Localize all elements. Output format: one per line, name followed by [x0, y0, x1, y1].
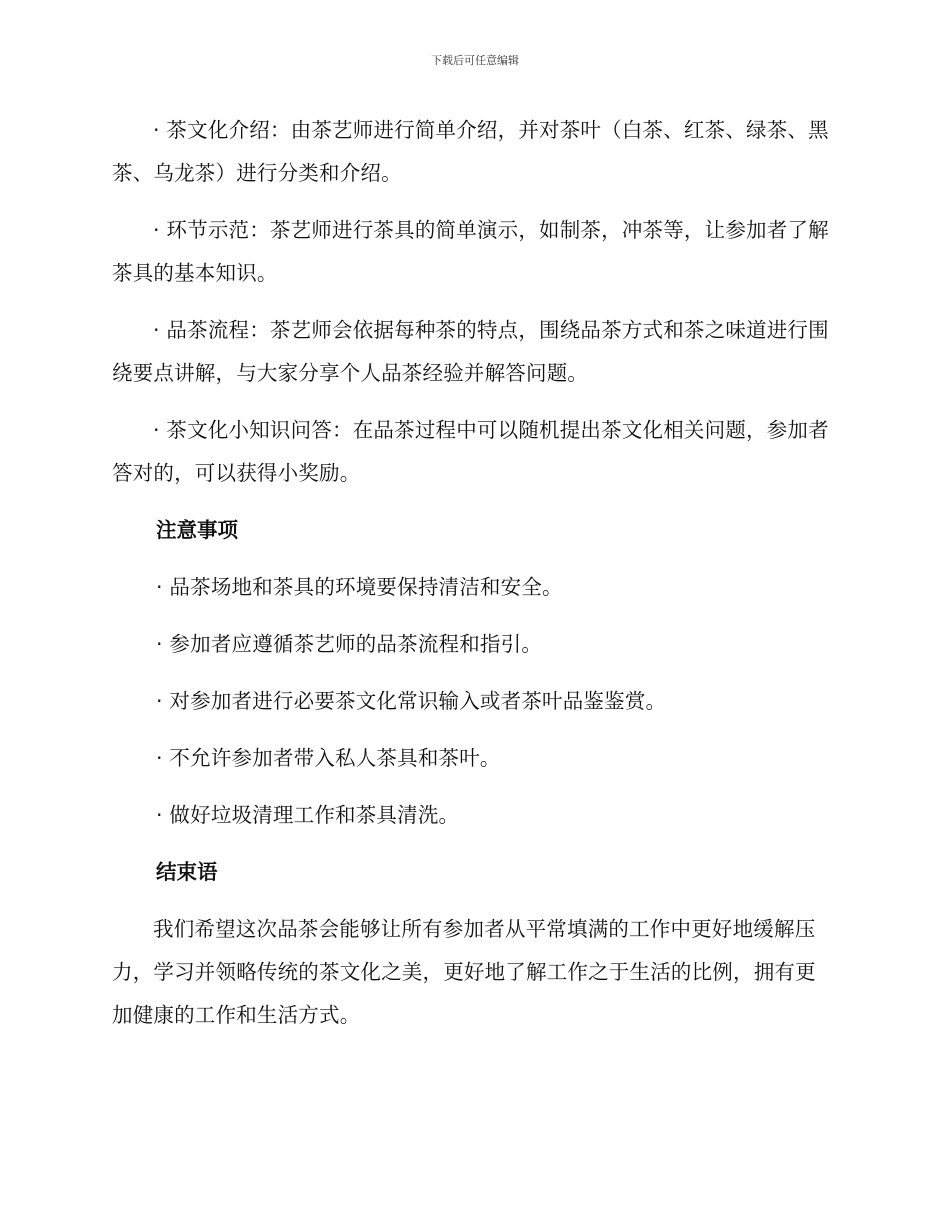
note-item: · 做好垃圾清理工作和茶具清洗。 — [156, 803, 460, 827]
note-item: · 不允许参加者带入私人茶具和茶叶。 — [156, 746, 501, 770]
conclusion-text: 我们希望这次品茶会能够让所有参加者从平常填满的工作中更好地缓解压力，学习并领略传统的茶文化之美，更好地了解工作之于生活的比例，拥有更加健康的工作和生活方式。 — [112, 917, 816, 1027]
note-item: · 品茶场地和茶具的环境要保持清洁和安全。 — [156, 575, 563, 599]
conclusion-heading: 结束语 — [156, 860, 218, 884]
process-item-tasting: · 品茶流程：茶艺师会依据每种茶的特点，围绕品茶方式和茶之味道进行围绕要点讲解，与大家分享个人品茶经验并解答问题。 — [112, 318, 829, 385]
document-body — [112, 109, 832, 1037]
notes-heading: 注意事项 — [156, 518, 238, 542]
process-item-intro: · 茶文化介绍：由茶艺师进行简单介绍，并对茶叶（白茶、红茶、绿茶、黑茶、乌龙茶）进行分类和介绍。 — [112, 118, 829, 185]
note-item: · 对参加者进行必要茶文化常识输入或者茶叶品鉴鉴赏。 — [156, 689, 667, 713]
page-header: 下载后可任意编辑 — [431, 54, 519, 67]
process-item-quiz: · 茶文化小知识问答：在品茶过程中可以随机提出茶文化相关问题，参加者答对的，可以获得小奖励。 — [112, 418, 829, 485]
process-item-demo: · 环节示范：茶艺师进行茶具的简单演示，如制茶，冲茶等，让参加者了解茶具的基本知识。 — [112, 218, 829, 285]
note-item: · 参加者应遵循茶艺师的品茶流程和指引。 — [156, 632, 543, 656]
